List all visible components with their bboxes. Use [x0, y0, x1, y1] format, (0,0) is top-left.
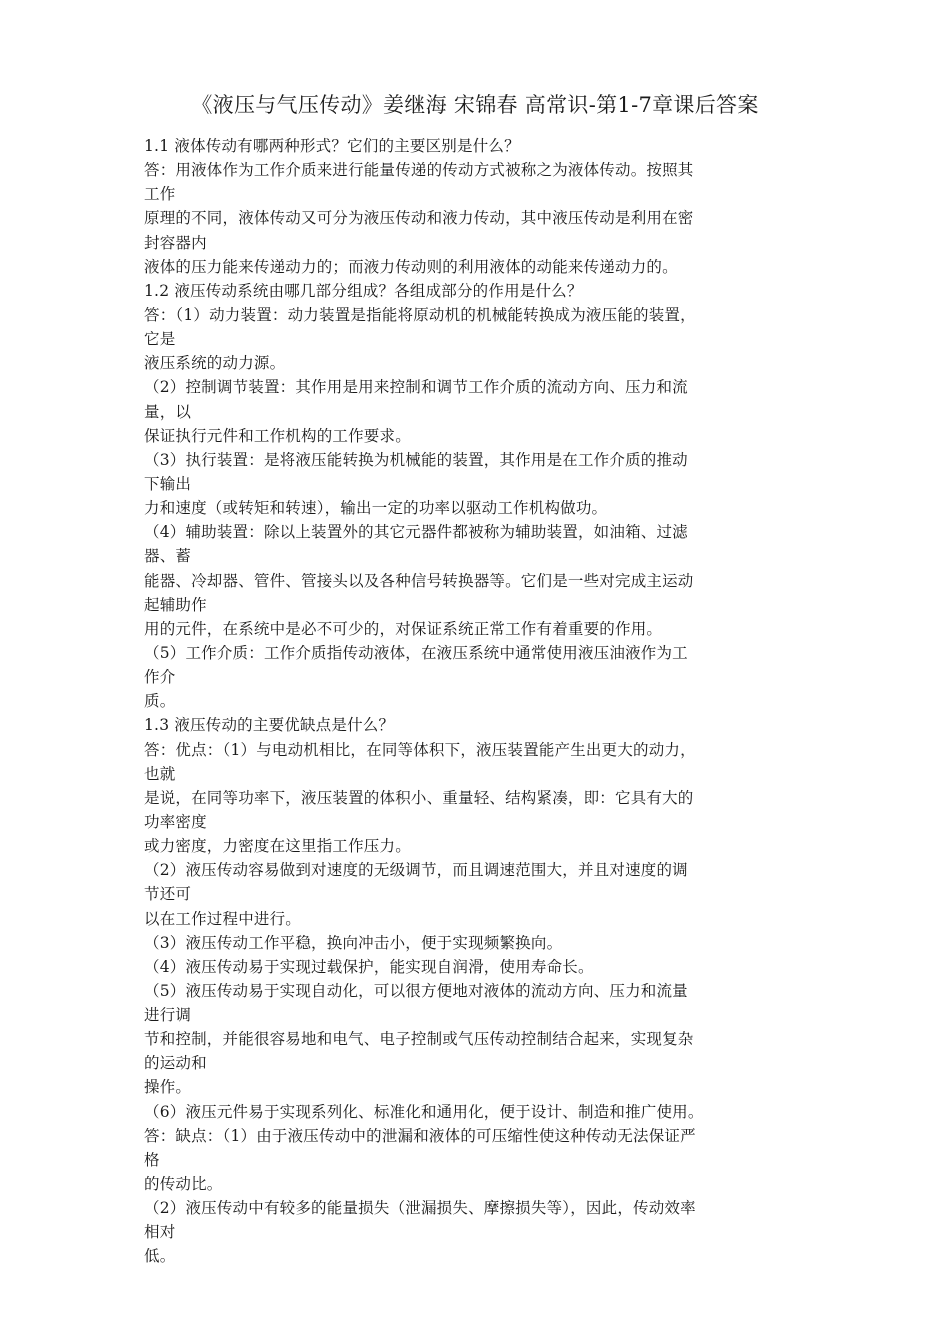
text-line: 器、蓄 — [144, 547, 192, 566]
text-line: （2）控制调节装置：其作用是用来控制和调节工作介质的流动方向、压力和流 — [144, 378, 688, 397]
text-line: 功率密度 — [144, 812, 207, 831]
text-line: 答：优点：（1）与电动机相比，在同等体积下，液压装置能产生出更大的动力， — [144, 740, 696, 759]
document-title: 《液压与气压传动》姜继海 宋锦春 高常识-第1-7章课后答案 — [191, 93, 759, 117]
text-line: 是说，在同等功率下，液压装置的体积小、重量轻、结构紧凑，即：它具有大的 — [144, 788, 694, 807]
text-line: （4）辅助装置：除以上装置外的其它元器件都被称为辅助装置，如油箱、过滤 — [144, 523, 688, 542]
text-line: 操作。 — [144, 1078, 192, 1097]
text-line: 能器、冷却器、管件、管接头以及各种信号转换器等。它们是一些对完成主运动 — [144, 571, 694, 590]
text-line: （3）液压传动工作平稳，换向冲击小，便于实现频繁换向。 — [144, 933, 563, 952]
text-line: 格 — [144, 1150, 160, 1169]
text-line: 1.2 液压传动系统由哪几部分组成？各组成部分的作用是什么？ — [144, 281, 583, 300]
text-line: 也就 — [144, 764, 176, 783]
text-line: 用的元件，在系统中是必不可少的，对保证系统正常工作有着重要的作用。 — [144, 619, 663, 638]
text-line: 或力密度，力密度在这里指工作压力。 — [144, 837, 411, 856]
text-line: 原理的不同，液体传动又可分为液压传动和液力传动，其中液压传动是利用在密 — [144, 209, 694, 228]
text-line: 答：用液体作为工作介质来进行能量传递的传动方式被称之为液体传动。按照其 — [144, 161, 694, 180]
text-line: 质。 — [144, 692, 176, 711]
text-line: 答：缺点：（1）由于液压传动中的泄漏和液体的可压缩性使这种传动无法保证严 — [144, 1126, 696, 1145]
text-line: 节和控制，并能很容易地和电气、电子控制或气压传动控制结合起来，实现复杂 — [144, 1030, 694, 1049]
text-line: （3）执行装置：是将液压能转换为机械能的装置，其作用是在工作介质的推动 — [144, 450, 688, 469]
document-body — [144, 134, 814, 1269]
text-line: （2）液压传动中有较多的能量损失（泄漏损失、摩擦损失等），因此，传动效率 — [144, 1199, 696, 1218]
text-line: （6）液压元件易于实现系列化、标准化和通用化，便于设计、制造和推广使用。 — [144, 1102, 704, 1121]
text-line: 1.3 液压传动的主要优缺点是什么？ — [144, 716, 395, 735]
text-line: 的传动比。 — [144, 1175, 223, 1194]
text-line: 下输出 — [144, 474, 192, 493]
text-line: （4）液压传动易于实现过载保护，能实现自润滑，使用寿命长。 — [144, 957, 594, 976]
text-line: （5）液压传动易于实现自动化，可以很方便地对液体的流动方向、压力和流量 — [144, 981, 688, 1000]
text-line: 答：（1）动力装置：动力装置是指能将原动机的机械能转换成为液压能的装置， — [144, 305, 696, 324]
text-line: 力和速度（或转矩和转速），输出一定的功率以驱动工作机构做功。 — [144, 499, 608, 518]
text-line: 量，以 — [144, 402, 192, 421]
text-line: 1.1 液体传动有哪两种形式？它们的主要区别是什么？ — [144, 137, 520, 155]
text-line: （2）液压传动容易做到对速度的无级调节，而且调速范围大，并且对速度的调 — [144, 861, 688, 880]
text-line: 低。 — [144, 1247, 176, 1266]
text-line: 保证执行元件和工作机构的工作要求。 — [144, 426, 411, 445]
text-line: 它是 — [144, 330, 176, 349]
text-line: 节还可 — [144, 885, 192, 904]
text-line: 作介 — [144, 668, 176, 687]
text-line: 液压系统的动力源。 — [144, 354, 286, 373]
text-line: 的运动和 — [144, 1054, 207, 1073]
text-line: 封容器内 — [144, 233, 207, 252]
text-line: 起辅助作 — [144, 595, 207, 614]
text-line: 液体的压力能来传递动力的；而液力传动则的利用液体的动能来传递动力的。 — [144, 257, 678, 276]
text-line: 工作 — [144, 185, 176, 204]
text-line: （5）工作介质：工作介质指传动液体，在液压系统中通常使用液压油液作为工 — [144, 643, 688, 662]
text-line: 以在工作过程中进行。 — [144, 909, 302, 928]
text-line: 进行调 — [144, 1006, 192, 1025]
text-line: 相对 — [144, 1223, 176, 1242]
